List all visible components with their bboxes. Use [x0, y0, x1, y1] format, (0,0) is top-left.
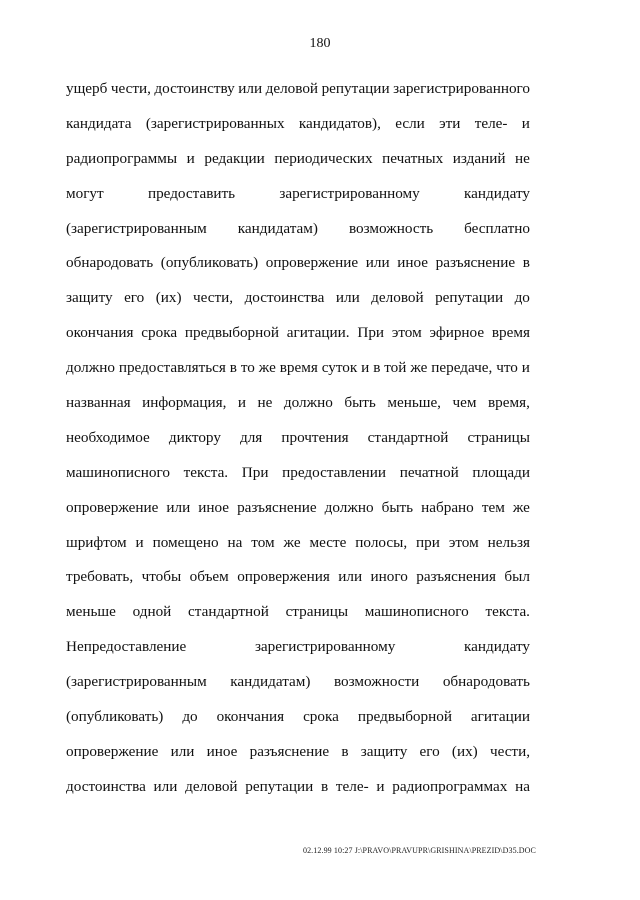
footer-file-path: 02.12.99 10:27 J:\PRAVO\PRAVUPR\GRISHINA\PREZID\D35.DOC	[302, 846, 536, 855]
word: тем	[481, 498, 505, 516]
word: окончания	[66, 324, 134, 342]
word: же	[283, 533, 301, 551]
word: месте	[309, 533, 347, 551]
word: на	[227, 533, 243, 551]
word: агитации.	[286, 324, 350, 342]
text-line	[66, 358, 530, 393]
word: чтобы	[141, 568, 182, 586]
word: стандартной	[367, 428, 449, 446]
word: для	[240, 428, 263, 446]
word: в	[373, 359, 381, 377]
word: возможности	[333, 673, 420, 691]
word: эти	[439, 114, 461, 132]
word: быть	[381, 498, 414, 516]
word: текста.	[485, 603, 530, 621]
word: был	[504, 568, 530, 586]
word: ущерб	[66, 80, 108, 97]
word: и	[186, 149, 195, 167]
word: машинописного	[66, 463, 170, 481]
word: страницы	[467, 428, 530, 446]
word: передаче,	[431, 359, 493, 377]
word: и	[376, 777, 385, 795]
word: достоинства	[66, 777, 146, 795]
word: страницы	[285, 603, 349, 621]
word: суток	[321, 359, 358, 377]
word: эфирное	[429, 324, 485, 342]
word: на	[515, 777, 530, 795]
word: опровержения	[237, 568, 330, 586]
text-line	[66, 533, 530, 568]
word: периодических	[274, 149, 373, 167]
word: зарегистрированного	[393, 80, 530, 97]
word: машинописного	[364, 603, 469, 621]
word: при	[416, 533, 440, 551]
word: срока	[141, 324, 178, 342]
word: иное	[206, 742, 238, 760]
word: прочтения	[281, 428, 349, 446]
word: теле-	[335, 777, 369, 795]
word: в	[341, 742, 349, 760]
word: опровержение	[265, 254, 359, 272]
word: срока	[303, 708, 339, 726]
word: или	[238, 80, 263, 97]
text-line	[66, 79, 530, 114]
word: зарегистрированному	[279, 184, 420, 202]
word: могут	[66, 184, 104, 202]
word: разъяснение	[237, 498, 317, 516]
text-line	[66, 149, 530, 184]
word: кандидату	[464, 184, 530, 202]
word: помещено	[152, 533, 219, 551]
word: обнародовать	[66, 254, 154, 272]
word: зарегистрированному	[254, 638, 396, 656]
word: в	[522, 254, 530, 272]
word: набрано	[421, 498, 474, 516]
word: достоинству	[154, 80, 235, 97]
word: и	[521, 114, 530, 132]
word: деловой	[185, 777, 238, 795]
word: кандидатам)	[230, 673, 311, 691]
word: и	[361, 359, 370, 377]
word: в	[229, 359, 237, 377]
word: диктору	[168, 428, 221, 446]
word: печатных	[382, 149, 444, 167]
word: опровержение	[66, 498, 159, 516]
word: не	[515, 149, 530, 167]
text-line	[66, 393, 530, 428]
word: предоставить	[147, 184, 236, 202]
text-line	[66, 288, 530, 323]
word: чести,	[193, 289, 234, 307]
word: чем	[452, 394, 477, 412]
word: что	[496, 359, 518, 377]
word: (зарегистрированных	[145, 114, 285, 132]
word: том	[251, 533, 275, 551]
text-line	[66, 323, 530, 358]
word: или	[153, 777, 178, 795]
word: или	[365, 254, 390, 272]
word: и	[521, 359, 530, 377]
word: названная	[66, 394, 131, 412]
text-line	[66, 567, 530, 602]
text-line	[66, 114, 530, 149]
word: меньше,	[387, 394, 441, 412]
word: чести,	[489, 742, 530, 760]
word: предоставлении	[282, 463, 387, 481]
word: агитации	[470, 708, 530, 726]
word: окончания	[216, 708, 285, 726]
word: время,	[487, 394, 530, 412]
word: (их)	[155, 289, 182, 307]
word: этом	[391, 324, 422, 342]
word: время	[491, 324, 530, 342]
word: и	[237, 394, 247, 412]
word: объем	[189, 568, 229, 586]
word: той	[384, 359, 407, 377]
text-line	[66, 184, 530, 219]
text-line	[66, 672, 530, 707]
word: (опубликовать)	[160, 254, 259, 272]
word: его	[124, 289, 145, 307]
word: быть	[344, 394, 376, 412]
word: требовать,	[66, 568, 134, 586]
text-line	[66, 219, 530, 254]
word: нельзя	[487, 533, 530, 551]
word: предоставляться	[118, 359, 226, 377]
word: (их)	[451, 742, 478, 760]
text-line	[66, 463, 530, 498]
word: иного	[370, 568, 408, 586]
word: его	[419, 742, 440, 760]
text-line	[66, 637, 530, 672]
word: репутации	[321, 80, 390, 97]
word: стандартной	[188, 603, 269, 621]
word: радиопрограммы	[66, 149, 178, 167]
word: и	[135, 533, 144, 551]
word: кандидатов),	[298, 114, 381, 132]
page-number: 180	[309, 36, 331, 51]
word: репутации	[435, 289, 504, 307]
body-text	[66, 79, 530, 812]
word: При	[241, 463, 269, 481]
word: до	[514, 289, 530, 307]
word: предвыборной	[184, 324, 280, 342]
word: разъяснение	[249, 742, 330, 760]
word: или	[170, 742, 195, 760]
word: текста.	[183, 463, 229, 481]
word: разъяснение	[435, 254, 516, 272]
word: должно	[66, 359, 115, 377]
word: или	[335, 289, 360, 307]
word: или	[166, 498, 191, 516]
word: разъяснения	[416, 568, 496, 586]
word: кандидата	[66, 114, 132, 132]
word: опровержение	[66, 742, 159, 760]
word: деловой	[265, 80, 319, 97]
word: меньше	[66, 603, 116, 621]
word: (зарегистрированным	[66, 219, 207, 237]
word: защиту	[66, 289, 113, 307]
word: полосы,	[355, 533, 408, 551]
word: не	[257, 394, 273, 412]
text-line	[66, 253, 530, 288]
word: бесплатно	[464, 219, 530, 237]
text-line	[66, 742, 530, 777]
word: обнародовать	[442, 673, 530, 691]
word: должно	[283, 394, 333, 412]
word: чести,	[110, 80, 151, 97]
word: если	[395, 114, 425, 132]
word: же	[258, 359, 276, 377]
word: же	[512, 498, 530, 516]
word: иное	[397, 254, 429, 272]
word: же	[410, 359, 428, 377]
text-line	[66, 498, 530, 533]
word: (зарегистрированным	[66, 673, 207, 691]
word: достоинства	[244, 289, 325, 307]
word: теле-	[474, 114, 508, 132]
word: информация,	[142, 394, 227, 412]
word: шрифтом	[66, 533, 127, 551]
word: радиопрограммах	[392, 777, 508, 795]
word: защиту	[360, 742, 408, 760]
word: иное	[198, 498, 230, 516]
text-line	[66, 602, 530, 637]
word: то	[240, 359, 255, 377]
word: предвыборной	[357, 708, 452, 726]
word: кандидатам)	[237, 219, 318, 237]
word: изданий	[452, 149, 506, 167]
text-line	[66, 428, 530, 463]
text-line	[66, 707, 530, 742]
text-line	[66, 777, 530, 812]
word: (опубликовать)	[66, 708, 164, 726]
word: При	[357, 324, 385, 342]
word: деловой	[371, 289, 424, 307]
word: этом	[448, 533, 479, 551]
word: печатной	[399, 463, 459, 481]
word: кандидату	[464, 638, 530, 656]
word: репутации	[245, 777, 314, 795]
word: Непредоставление	[66, 638, 187, 656]
word: редакции	[204, 149, 265, 167]
word: в	[321, 777, 329, 795]
word: возможность	[348, 219, 434, 237]
word: должно	[324, 498, 374, 516]
word: время	[279, 359, 318, 377]
word: или	[338, 568, 363, 586]
word: до	[182, 708, 198, 726]
word: необходимое	[66, 428, 150, 446]
word: площади	[472, 463, 530, 481]
word: одной	[132, 603, 172, 621]
